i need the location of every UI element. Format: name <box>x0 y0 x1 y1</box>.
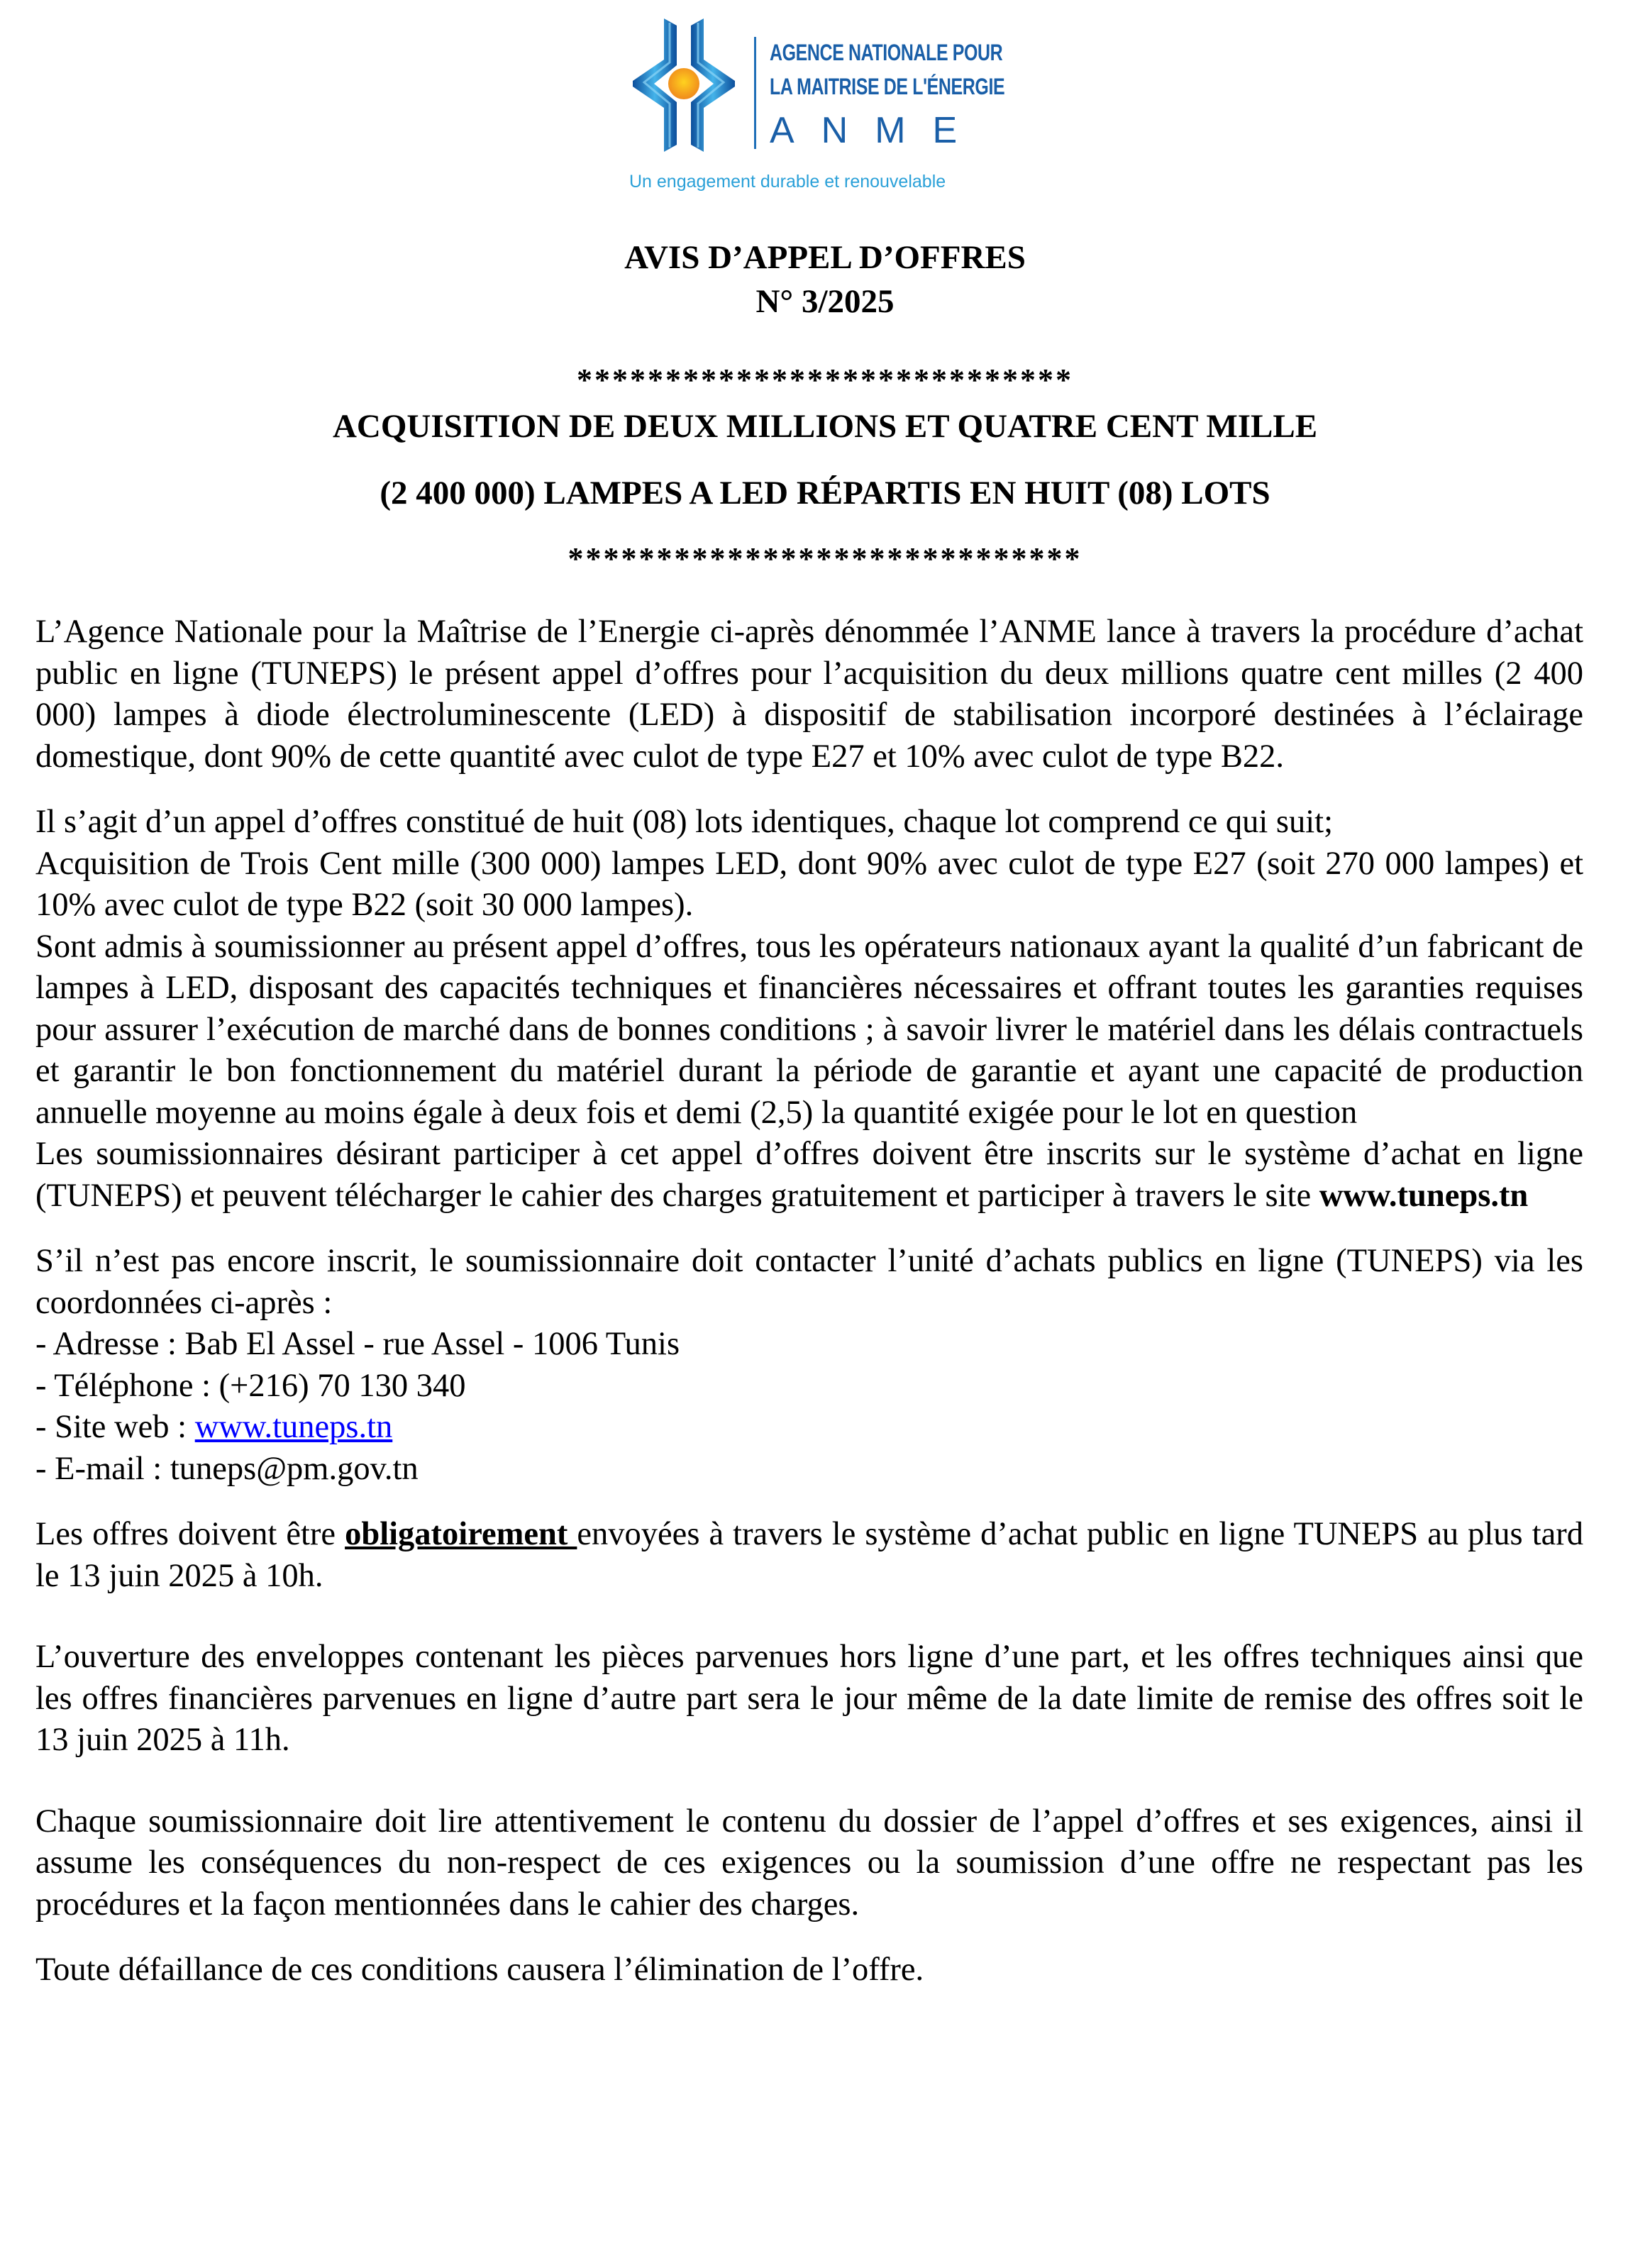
notice-title: AVIS D’APPEL D’OFFRES <box>624 239 1026 276</box>
contact-email: - E-mail : tuneps@pm.gov.tn <box>35 1450 419 1487</box>
anme-logo <box>624 13 1005 197</box>
logo-agency-line1: AGENCE NATIONALE POUR <box>770 40 1003 65</box>
paragraph-compliance: Chaque soumissionnaire doit lire attentivement le contenu du dossier de l’appel d’offres et ses exigences, ainsi il assume les conséquences du non-respect de ces exigences ou la soumission d’une offre ne respectant pas les procédures et la façon mentionnées dans le cahier des charges. <box>35 1803 1583 1923</box>
paragraph-registration <box>35 1134 1583 1217</box>
deadline-emphasis: obligatoirement <box>345 1516 577 1552</box>
subject-line-1: ACQUISITION DE DEUX MILLIONS ET QUATRE CENT MILLE <box>332 408 1318 445</box>
deadline-pre: Les offres doivent être <box>35 1516 345 1552</box>
contact-address: - Adresse : Bab El Assel - rue Assel - 1006 Tunis <box>35 1326 680 1362</box>
logo-tagline: Un engagement durable et renouvelable <box>629 172 946 192</box>
paragraph-lot-detail: Acquisition de Trois Cent mille (300 000) lampes LED, dont 90% avec culot de type E27 (soit 270 000 lampes) et 10% avec culot de type B22 (soit 30 000 lampes). <box>35 845 1583 923</box>
logo-agency-line2: LA MAITRISE DE L'ÉNERGIE <box>770 74 1005 99</box>
contact-website-label: - Site web : <box>35 1409 195 1445</box>
paragraph-eligibility: Sont admis à soumissionner au présent appel d’offres, tous les opérateurs nationaux ayant la qualité d’un fabricant de lampes à LED, disposant des capacités techniques et financières nécessaires et offrant toutes les garanties requises pour assurer l’exécution de marché dans de bonnes conditions ; à savoir livrer le matériel dans les délais contractuels et garantir le bon fonctionnement du matériel durant la période de garantie et ayant une capacité de production annuelle moyenne au moins égale à deux fois et demi (2,5) la quantité exigée pour le lot en question <box>35 928 1583 1131</box>
paragraph-elimination: Toute défaillance de ces conditions causera l’élimination de l’offre. <box>35 1952 924 1988</box>
notice-body <box>35 612 1583 1991</box>
paragraph-opening: L’ouverture des enveloppes contenant les pièces parvenues hors ligne d’une part, et les offres techniques ainsi que les offres financières parvenues en ligne d’autre part sera le jour même de la date limite de remise des offres soit le 13 juin 2025 à 11h. <box>35 1639 1583 1758</box>
contact-website <box>35 1407 1583 1449</box>
logo-acronym: ANME <box>770 110 985 151</box>
paragraph-intro: L’Agence Nationale pour la Maîtrise de l’Energie ci-après dénommée l’ANME lance à travers la procédure d’achat public en ligne (TUNEPS) le présent appel d’offres pour l’acquisition du deux millions quatre cent milles (2 400 000) lampes à diode électroluminescente (LED) à dispositif de stabilisation incorporé destinées à l’éclairage domestique, dont 90% de cette quantité avec culot de type E27 et 10% avec culot de type B22. <box>35 614 1583 775</box>
subject-line-2: (2 400 000) LAMPES A LED RÉPARTIS EN HUIT (08) LOTS <box>380 475 1270 511</box>
notice-number: N° 3/2025 <box>755 283 895 320</box>
logo-separator <box>754 37 756 149</box>
tuneps-website-link[interactable]: www.tuneps.tn <box>194 1409 393 1445</box>
separator-top: **************************** <box>577 363 1073 397</box>
paragraph-lots: Il s’agit d’un appel d’offres constitué de huit (08) lots identiques, chaque lot comprend ce qui suit; <box>35 804 1333 840</box>
contact-phone: - Téléphone : (+216) 70 130 340 <box>35 1367 466 1404</box>
registration-site: www.tuneps.tn <box>1319 1177 1529 1214</box>
registration-text: Les soumissionnaires désirant participer à cet appel d’offres doivent être inscrits sur le système d’achat en ligne (TUNEPS) et peuvent télécharger le cahier des charges gratuitement et participer à travers le site <box>35 1136 1583 1214</box>
deadline-post: envoyées à travers le système d’achat public en ligne TUNEPS au plus tard le 13 juin 2025 à 10h. <box>35 1516 1583 1594</box>
anme-emblem-icon <box>629 16 739 155</box>
paragraph-deadline <box>35 1514 1583 1597</box>
paragraph-contact-intro: S’il n’est pas encore inscrit, le soumissionnaire doit contacter l’unité d’achats publics en ligne (TUNEPS) via les coordonnées ci-après : <box>35 1243 1583 1321</box>
separator-bottom: ***************************** <box>567 541 1083 576</box>
